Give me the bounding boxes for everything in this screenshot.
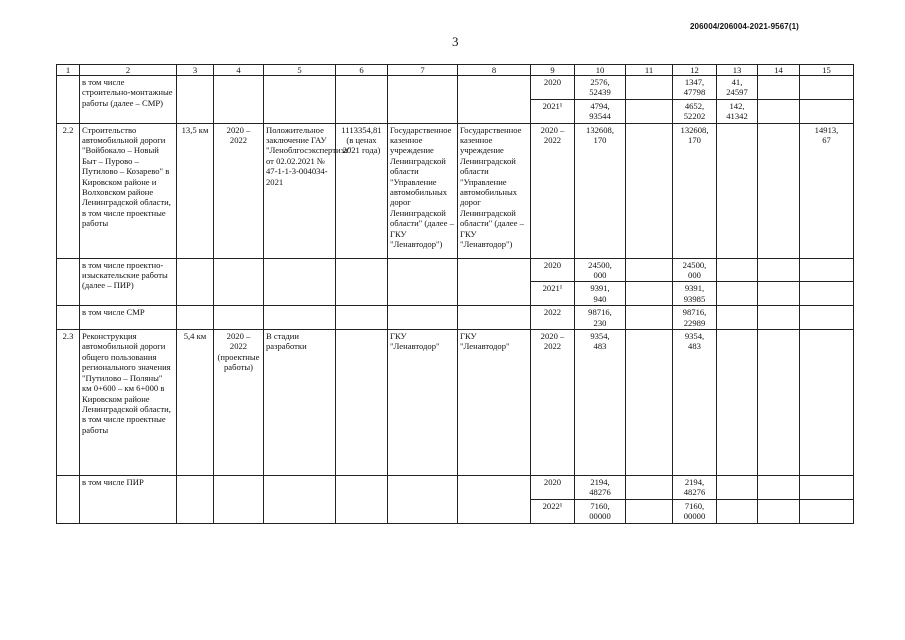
column-header: 10 [575, 65, 626, 76]
customer-cell: Государственное казенное учреждение Ленинградской области "Управление автомобильных дорог Ленинградской области" (далее – ГКУ "Ленавтодор") [388, 123, 458, 258]
document-id: 206004/206004-2021-9567(1) [690, 22, 799, 31]
table-cell [264, 476, 336, 524]
program-table [56, 64, 854, 524]
amount-cell: 98716, 230 [575, 306, 626, 330]
table-cell [458, 476, 531, 524]
table-cell [758, 99, 800, 123]
table-cell [214, 258, 264, 306]
year-cell: 2021¹ [531, 282, 575, 306]
length-cell: 13,5 км [177, 123, 214, 258]
column-header: 13 [717, 65, 758, 76]
amount-cell: 9391, 93985 [673, 282, 717, 306]
amount-cell: 4794, 93544 [575, 99, 626, 123]
status-cell: В стадии разработки [264, 330, 336, 476]
table-cell [717, 282, 758, 306]
work-name-cell: в том числе СМР [80, 306, 177, 330]
table-cell [800, 306, 854, 330]
period-cell: 2020 – 2022 (проектные работы) [214, 330, 264, 476]
table-cell [626, 499, 673, 523]
developer-cell: Государственное казенное учреждение Ленинградской области "Управление автомобильных дорог Ленинградской области" (далее – ГКУ "Ленавтодор") [458, 123, 531, 258]
table-cell [717, 123, 758, 258]
work-name-cell: в том числе строительно-монтажные работы (далее – СМР) [80, 76, 177, 124]
table-cell [626, 306, 673, 330]
table-cell [626, 76, 673, 100]
work-name-cell: в том числе проектно-изыскательские работы (далее – ПИР) [80, 258, 177, 306]
amount-cell: 9354, 483 [575, 330, 626, 476]
amount-cell: 7160, 00000 [673, 499, 717, 523]
table-cell [626, 258, 673, 282]
table-cell [57, 258, 80, 306]
year-cell: 2022¹ [531, 499, 575, 523]
year-cell: 2021¹ [531, 99, 575, 123]
year-cell: 2020 [531, 476, 575, 500]
amount-cell: 14913, 67 [800, 123, 854, 258]
column-header: 4 [214, 65, 264, 76]
table-row [57, 476, 854, 500]
table-cell [626, 123, 673, 258]
table-cell [214, 76, 264, 124]
year-cell: 2020 [531, 258, 575, 282]
table-cell [626, 476, 673, 500]
table-cell [626, 330, 673, 476]
column-header: 7 [388, 65, 458, 76]
year-cell: 2022 [531, 306, 575, 330]
column-header: 5 [264, 65, 336, 76]
amount-cell: 24500, 000 [673, 258, 717, 282]
amount-cell: 4652, 52202 [673, 99, 717, 123]
table-cell [717, 258, 758, 282]
amount-cell: 9391, 940 [575, 282, 626, 306]
table-cell [388, 306, 458, 330]
table-cell [177, 258, 214, 306]
column-header: 12 [673, 65, 717, 76]
table-cell [264, 258, 336, 306]
table-cell [336, 258, 388, 306]
column-header: 2 [80, 65, 177, 76]
table-cell [800, 330, 854, 476]
table-cell [717, 306, 758, 330]
table-cell [388, 476, 458, 524]
table-cell [800, 476, 854, 500]
table-cell [800, 99, 854, 123]
table-cell [758, 499, 800, 523]
column-header: 15 [800, 65, 854, 76]
amount-cell: 142, 41342 [717, 99, 758, 123]
amount-cell: 2194, 48276 [575, 476, 626, 500]
amount-cell: 132608, 170 [575, 123, 626, 258]
item-number-cell: 2.3 [57, 330, 80, 476]
table-cell [177, 476, 214, 524]
table-cell [458, 76, 531, 124]
table-cell [717, 476, 758, 500]
customer-cell: ГКУ "Ленавтодор" [388, 330, 458, 476]
column-header: 3 [177, 65, 214, 76]
table-row [57, 258, 854, 282]
table-cell [458, 258, 531, 306]
amount-cell: 41, 24597 [717, 76, 758, 100]
amount-cell: 132608, 170 [673, 123, 717, 258]
amount-cell: 9354, 483 [673, 330, 717, 476]
table-cell [626, 282, 673, 306]
table-cell [336, 306, 388, 330]
table-cell [336, 330, 388, 476]
column-header: 9 [531, 65, 575, 76]
table-cell [800, 258, 854, 282]
table-cell [800, 499, 854, 523]
table-cell [177, 306, 214, 330]
work-name-cell: в том числе ПИР [80, 476, 177, 524]
developer-cell: ГКУ "Ленавтодор" [458, 330, 531, 476]
table-cell [458, 306, 531, 330]
table-cell [57, 306, 80, 330]
table-row [57, 330, 854, 476]
length-cell: 5,4 км [177, 330, 214, 476]
table-cell [800, 282, 854, 306]
table-cell [214, 306, 264, 330]
table-cell [388, 258, 458, 306]
year-cell: 2020 – 2022 [531, 123, 575, 258]
table-cell [758, 123, 800, 258]
table-cell [758, 282, 800, 306]
amount-cell: 98716, 22989 [673, 306, 717, 330]
table-cell [177, 76, 214, 124]
table-cell [758, 76, 800, 100]
period-cell: 2020 – 2022 [214, 123, 264, 258]
table-cell [758, 306, 800, 330]
table-cell [626, 99, 673, 123]
column-number-row [57, 65, 854, 76]
item-number-cell: 2.2 [57, 123, 80, 258]
column-header: 6 [336, 65, 388, 76]
table-cell [717, 330, 758, 476]
table-row [57, 123, 854, 258]
table-row [57, 306, 854, 330]
column-header: 8 [458, 65, 531, 76]
year-cell: 2020 [531, 76, 575, 100]
table-cell [336, 76, 388, 124]
table-row [57, 76, 854, 100]
amount-cell: 1347, 47798 [673, 76, 717, 100]
work-name-cell: Строительство автомобильной дороги "Войбокало – Новый Быт – Пурово – Путилово – Козарево" в Кировском районе и Волховском районе Ленинградской области, в том числе проектные работы [80, 123, 177, 258]
cost-cell: 1113354,81 (в ценах 2021 года) [336, 123, 388, 258]
page-number: 3 [452, 34, 459, 49]
year-cell: 2020 – 2022 [531, 330, 575, 476]
column-header: 1 [57, 65, 80, 76]
table-cell [57, 76, 80, 124]
amount-cell: 24500, 000 [575, 258, 626, 282]
table-cell [214, 476, 264, 524]
table-cell [336, 476, 388, 524]
work-name-cell: Реконструкция автомобильной дороги общего пользования регионального значения "Путилово – Поляны" км 0+600 – км 6+000 в Кировском районе Ленинградской области, в том числе проектные работы [80, 330, 177, 476]
status-cell: Положительное заключение ГАУ "Леноблгосэкспертиза" от 02.02.2021 № 47-1-1-3-004034-2021 [264, 123, 336, 258]
column-header: 14 [758, 65, 800, 76]
amount-cell: 2194, 48276 [673, 476, 717, 500]
amount-cell: 7160, 00000 [575, 499, 626, 523]
column-header: 11 [626, 65, 673, 76]
table-cell [57, 476, 80, 524]
table-cell [264, 306, 336, 330]
table-cell [800, 76, 854, 100]
table-cell [758, 476, 800, 500]
table-cell [388, 76, 458, 124]
table-cell [758, 258, 800, 282]
table-cell [758, 330, 800, 476]
amount-cell: 2576, 52439 [575, 76, 626, 100]
table-cell [264, 76, 336, 124]
table-cell [717, 499, 758, 523]
